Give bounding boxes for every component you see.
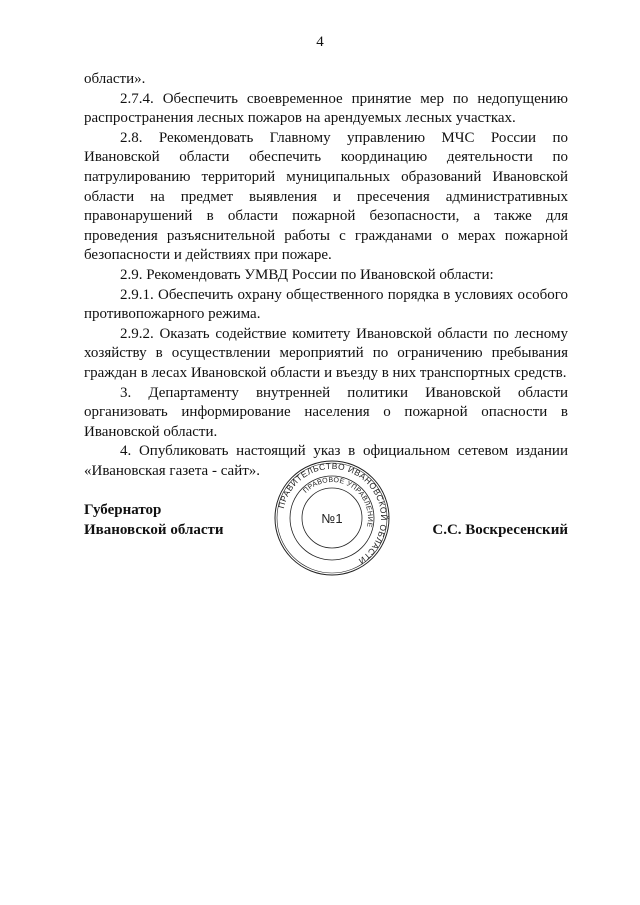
document-body [84,70,568,481]
signatory-name: С.С. Воскресенский [432,522,568,538]
paragraph-2-8: 2.8. Рекомендовать Главному управлению МЧС России по Ивановской области обеспечить координацию деятельности по патрулированию территорий муниципальных образований Ивановской области на предмет выявления и пресечения административных правонарушений в области пожарной безопасности, а также для проведения разъяснительной работы с гражданами о мерах пожарной безопасности и действиях при пожаре. [84,129,568,264]
paragraph-2-9: 2.9. Рекомендовать УМВД России по Ивановской области: [120,266,494,283]
seal-inner-text: ПРАВОВОЕ УПРАВЛЕНИЕ [302,476,374,529]
paragraph-continuation: области». [84,71,146,87]
paragraph-2-9-2: 2.9.2. Оказать содействие комитету Ивановской области по лесному хозяйству в осуществлении мероприятий по ограничению пребывания граждан в лесах Ивановской области и въезду в них транспортных средств. [84,325,568,381]
paragraph-4: 4. Опубликовать настоящий указ в официальном сетевом издании «Ивановская газета - сайт». [84,443,568,479]
seal-outer-text: ПРАВИТЕЛЬСТВО ИВАНОВСКОЙ ОБЛАСТИ [276,460,390,567]
official-seal-stamp [272,458,392,578]
paragraph-2-7-4: 2.7.4. Обеспечить своевременное принятие мер по недопущению распространения лесных пожаров на арендуемых лесных участках. [84,90,568,127]
paragraph-2-9-1: 2.9.1. Обеспечить охрану общественного порядка в условиях особого противопожарного режима. [84,286,568,323]
page-number: 4 [316,34,324,50]
signatory-title-line1: Губернатор [84,502,162,518]
paragraph-3: 3. Департаменту внутренней политики Ивановской области организовать информирование населения о пожарной опасности в Ивановской области. [84,384,568,440]
signatory-title-line2: Ивановской области [84,522,224,538]
seal-number: №1 [321,511,343,526]
signatory-title [84,500,224,540]
